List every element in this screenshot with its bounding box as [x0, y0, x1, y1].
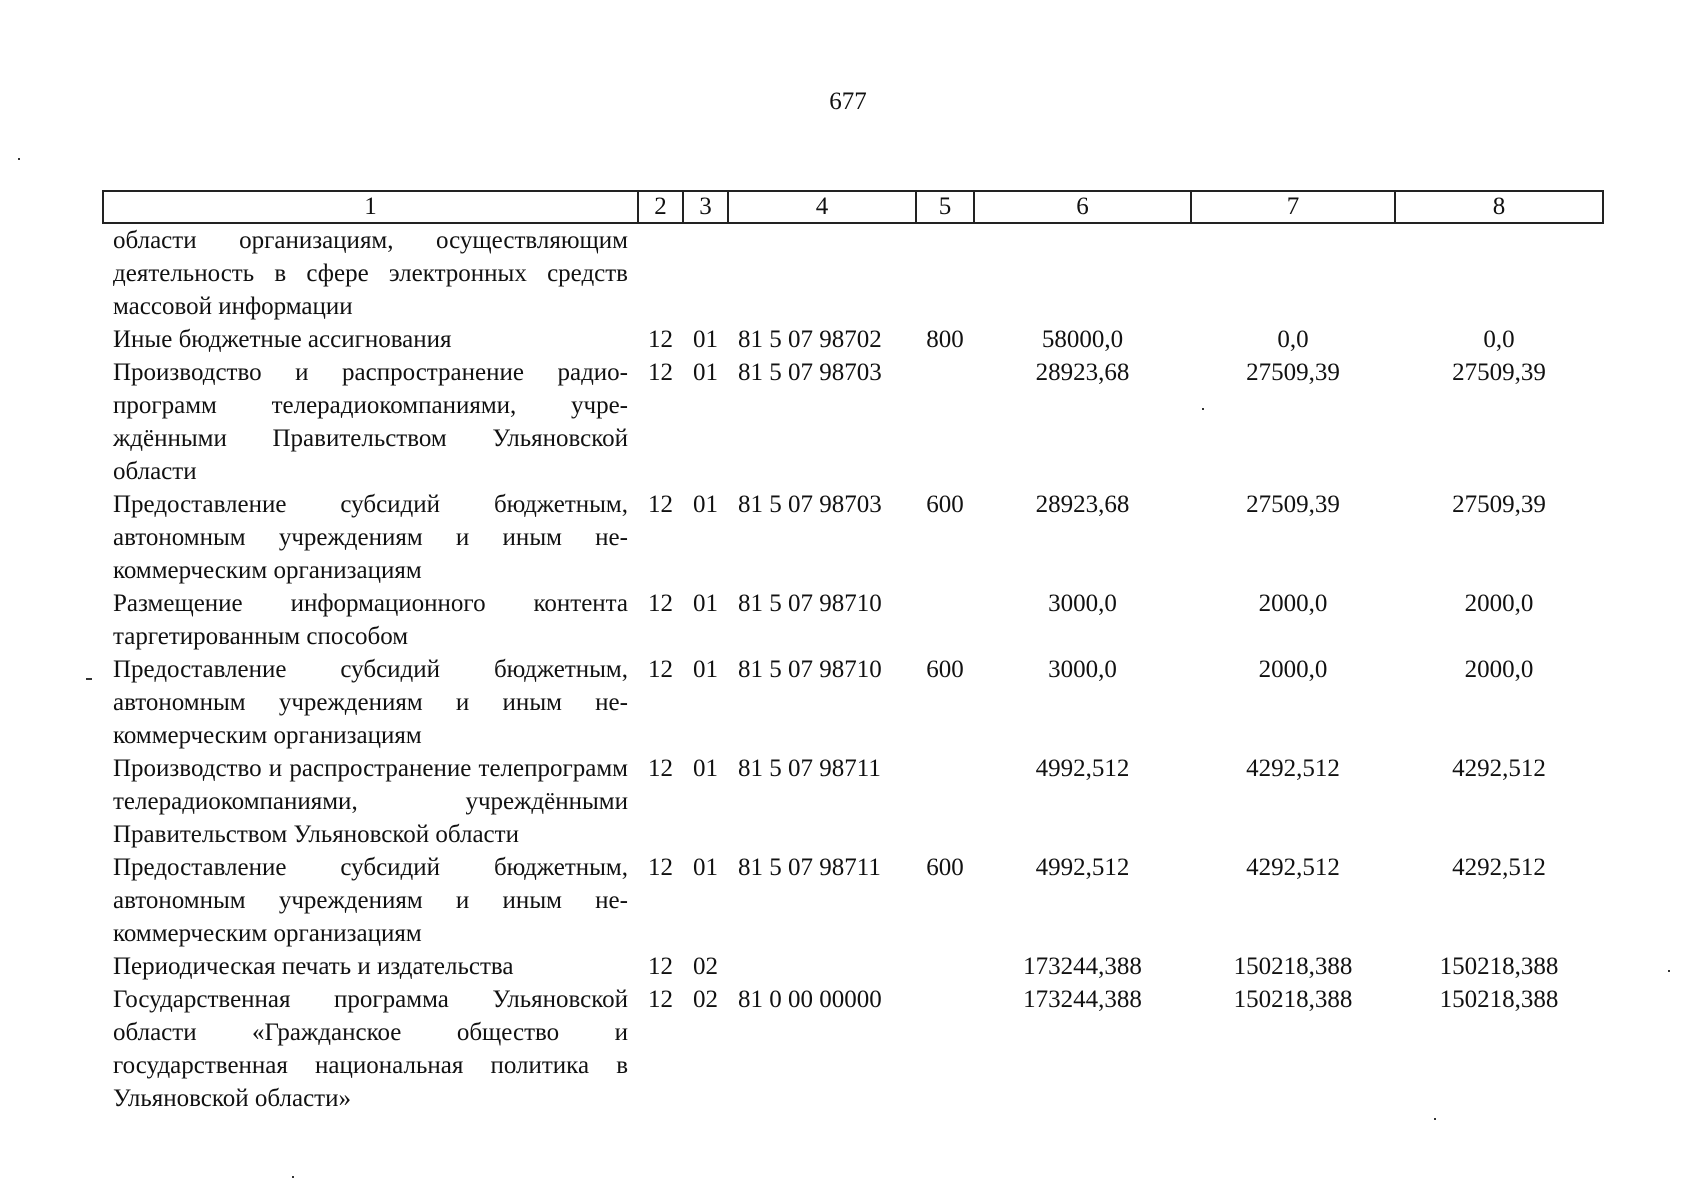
- row-expense-type: 600: [926, 491, 964, 518]
- table-row: [103, 851, 1603, 950]
- row-name: Предоставление субсидий бюджетным, автономным учреждениям и иным некоммерческим организациям: [113, 854, 628, 947]
- row-amount-col8: 27509,39: [1452, 491, 1546, 518]
- row-target-code: 81 5 07 98711: [738, 755, 881, 782]
- row-target-code: 81 0 00 00000: [738, 986, 882, 1013]
- row-amount-col8: [1395, 223, 1603, 323]
- row-section: 12: [648, 656, 673, 683]
- row-section: 12: [648, 986, 673, 1013]
- row-subsection: 01: [693, 491, 718, 518]
- row-amount-col8: 4292,512: [1452, 755, 1546, 782]
- row-amount-col7: 27509,39: [1246, 491, 1340, 518]
- table-row: [103, 488, 1603, 587]
- row-expense-type: 600: [926, 656, 964, 683]
- row-section: 12: [648, 854, 673, 881]
- row-target-code: 81 5 07 98703: [738, 491, 882, 518]
- row-expense-type: 600: [926, 854, 964, 881]
- budget-table-wrapper: [102, 190, 1602, 1115]
- header-col-4: 4: [728, 191, 916, 223]
- row-expense-type: [916, 587, 974, 653]
- row-name: Предоставление субсидий бюджетным, автономным учреждениям и иным некоммерческим организациям: [113, 656, 628, 749]
- header-col-2: 2: [638, 191, 683, 223]
- table-row: [103, 950, 1603, 983]
- row-subsection: 01: [693, 854, 718, 881]
- row-amount-col7: 2000,0: [1258, 590, 1328, 617]
- row-target-code: 81 5 07 98710: [738, 590, 882, 617]
- table-row: [103, 752, 1603, 851]
- row-amount-col7: [1191, 223, 1395, 323]
- row-target-code: 81 5 07 98710: [738, 656, 882, 683]
- row-name: Иные бюджетные ассигнования: [113, 326, 452, 353]
- row-amount-col7: 4292,512: [1246, 854, 1340, 881]
- row-expense-type: 800: [926, 326, 964, 353]
- row-amount-col8: 2000,0: [1464, 590, 1534, 617]
- row-amount-col7: 4292,512: [1246, 755, 1340, 782]
- row-target-code: 81 5 07 98711: [738, 854, 881, 881]
- header-col-5: 5: [916, 191, 974, 223]
- row-target-code: [728, 950, 916, 983]
- row-amount-col7: 150218,388: [1233, 986, 1353, 1013]
- scan-speck: [1668, 970, 1670, 972]
- row-amount-col8: 0,0: [1483, 326, 1515, 353]
- row-amount-col8: 150218,388: [1439, 953, 1559, 980]
- row-target-code: 81 5 07 98703: [738, 359, 882, 386]
- row-subsection: 01: [693, 590, 718, 617]
- row-amount-col7: 0,0: [1277, 326, 1309, 353]
- header-col-6: 6: [974, 191, 1191, 223]
- row-target-code: 81 5 07 98702: [738, 326, 882, 353]
- row-name: Периодическая печать и издательства: [113, 953, 514, 980]
- row-section: 12: [648, 326, 673, 353]
- table-row: [103, 323, 1603, 356]
- row-amount-col8: 4292,512: [1452, 854, 1546, 881]
- row-amount-col6: 28923,68: [1035, 359, 1130, 386]
- row-section: 12: [648, 491, 673, 518]
- table-body: [103, 223, 1603, 1115]
- row-section: 12: [648, 953, 673, 980]
- scan-speck: [86, 678, 92, 680]
- row-amount-col8: 27509,39: [1452, 359, 1546, 386]
- budget-table: [102, 190, 1604, 1115]
- row-section: 12: [648, 590, 673, 617]
- table-row: [103, 983, 1603, 1115]
- row-expense-type: [916, 223, 974, 323]
- row-amount-col6: [974, 223, 1191, 323]
- row-amount-col6: 3000,0: [1048, 590, 1117, 617]
- scan-speck: [292, 1176, 294, 1178]
- row-name: Предоставление субсидий бюджетным, автономным учреждениям и иным некоммерческим организациям: [113, 491, 628, 584]
- page-number: 677: [829, 88, 867, 115]
- row-name: области организациям, осуществляющим деятельность в сфере электронных средств массовой информации: [113, 227, 628, 320]
- row-name: Размещение информационного контента таргетированным способом: [113, 590, 628, 650]
- table-row: [103, 223, 1603, 323]
- scan-speck: [1434, 1118, 1436, 1120]
- header-col-3: 3: [683, 191, 728, 223]
- row-amount-col7: 150218,388: [1233, 953, 1353, 980]
- row-amount-col7: 2000,0: [1258, 656, 1328, 683]
- row-expense-type: [916, 752, 974, 851]
- header-col-7: 7: [1191, 191, 1395, 223]
- header-col-8: 8: [1395, 191, 1603, 223]
- row-subsection: 02: [693, 986, 718, 1013]
- row-section: [638, 223, 683, 323]
- row-amount-col6: 3000,0: [1048, 656, 1117, 683]
- row-amount-col6: 4992,512: [1035, 755, 1130, 782]
- row-subsection: 02: [693, 953, 718, 980]
- row-section: 12: [648, 359, 673, 386]
- row-amount-col8: 150218,388: [1439, 986, 1559, 1013]
- row-expense-type: [916, 950, 974, 983]
- row-expense-type: [916, 983, 974, 1115]
- row-subsection: 01: [693, 326, 718, 353]
- row-amount-col8: 2000,0: [1464, 656, 1534, 683]
- row-subsection: [683, 223, 728, 323]
- row-amount-col6: 173244,388: [1023, 953, 1142, 980]
- table-row: [103, 653, 1603, 752]
- row-name: Производство и распространение телепрограмм телерадиокомпаниями, учреждёнными Правительством Ульяновской области: [113, 755, 628, 848]
- scan-speck: [18, 158, 20, 160]
- row-amount-col6: 28923,68: [1035, 491, 1130, 518]
- row-expense-type: [916, 356, 974, 488]
- row-amount-col6: 173244,388: [1023, 986, 1142, 1013]
- row-subsection: 01: [693, 359, 718, 386]
- row-amount-col6: 58000,0: [1041, 326, 1124, 353]
- row-name: Производство и распространение радиопрограмм телерадиокомпаниями, учреждёнными Правительством Ульяновской области: [113, 359, 628, 485]
- header-col-1: 1: [103, 191, 638, 223]
- row-subsection: 01: [693, 656, 718, 683]
- row-target-code: [728, 223, 916, 323]
- row-amount-col7: 27509,39: [1246, 359, 1340, 386]
- table-row: [103, 356, 1603, 488]
- table-row: [103, 587, 1603, 653]
- header-row: [103, 191, 1603, 223]
- row-section: 12: [648, 755, 673, 782]
- row-amount-col6: 4992,512: [1035, 854, 1130, 881]
- row-name: Государственная программа Ульяновской области «Гражданское общество и государственная национальная политика в Ульяновской области»: [113, 986, 628, 1112]
- row-subsection: 01: [693, 755, 718, 782]
